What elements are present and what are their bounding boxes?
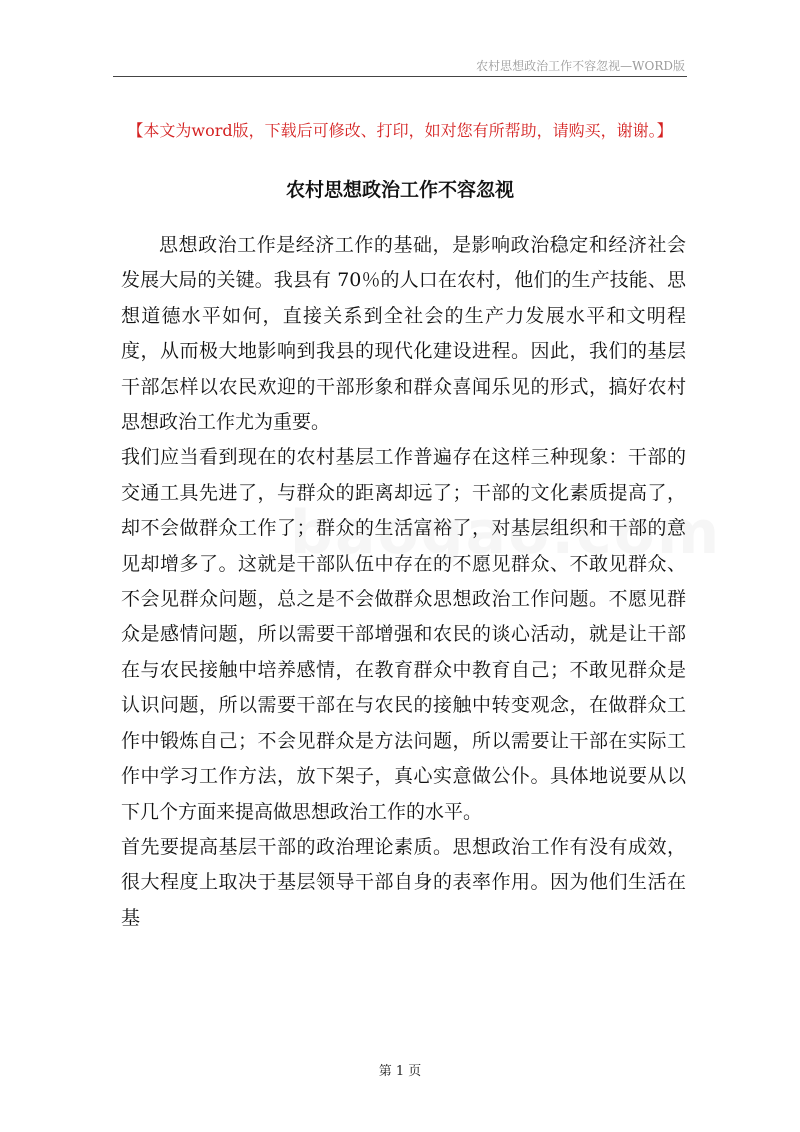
page-header [113,54,687,77]
download-notice: 【本文为word版，下载后可修改、打印，如对您有所帮助，请购买，谢谢。】 [127,121,673,140]
page-number: 第 1 页 [378,1064,422,1079]
paragraph-first-point: 首先要提高基层干部的政治理论素质。思想政治工作有没有成效，很大程度上取决于基层领导干部自身的表率作用。因为他们生活在基 [121,835,686,929]
paragraph-phenomena: 我们应当看到现在的农村基层工作普遍存在这样三种现象：干部的交通工具先进了，与群众的距离却远了；干部的文化素质提高了，却不会做群众工作了；群众的生活富裕了，对基层组织和干部的意见却增多了。这就是干部队伍中存在的不愿见群众、不敢见群众、不会见群众问题，总之是不会做群众思想政治工作问题。不愿见群众是感情问题，所以需要干部增强和农民的谈心活动，就是让干部在与农民接触中培养感情，在教育群众中教育自己；不敢见群众是认识问题，所以需要干部在与农民的接触中转变观念，在做群众工作中锻炼自己；不会见群众是方法问题，所以需要让干部在实际工作中学习工作方法，放下架子，真心实意做公仆。具体地说要从以下几个方面来提高做思想政治工作的水平。 [121,446,686,823]
paragraph-intro: 思想政治工作是经济工作的基础，是影响政治稳定和经济社会发展大局的关键。我县有 70％的人口在农村，他们的生产技能、思想道德水平如何，直接关系到全社会的生产力发展水平和文明程度，从而极大地影响到我县的现代化建设进程。因此，我们的基层干部怎样以农民欢迎的干部形象和群众喜闻乐见的形式，搞好农村思想政治工作尤为重要。 [121,234,686,434]
header-running-title: 农村思想政治工作不容忽视—WORD版 [476,59,685,73]
document-title: 农村思想政治工作不容忽视 [285,179,514,201]
document-body [121,228,686,936]
